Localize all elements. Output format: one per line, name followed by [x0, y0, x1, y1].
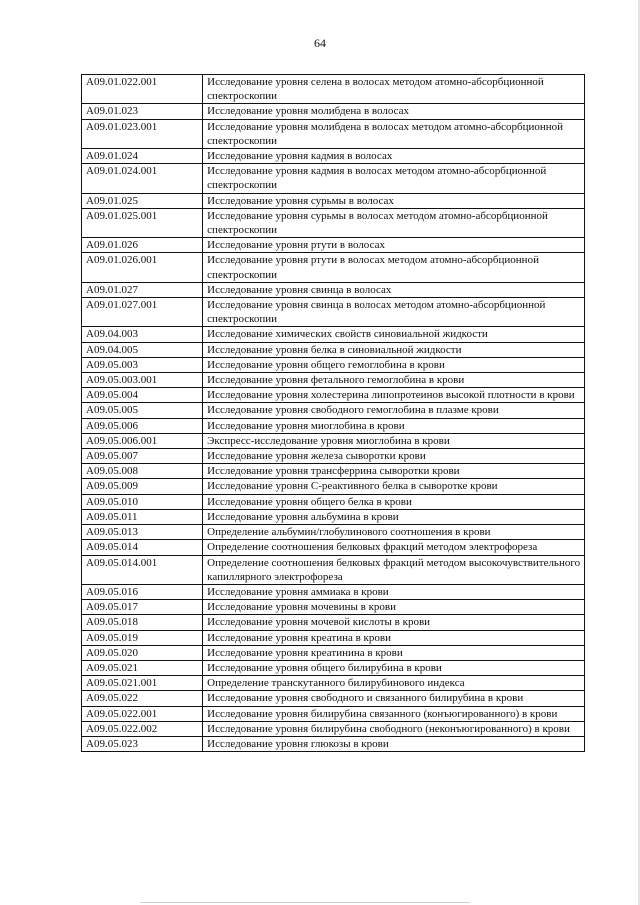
service-name: Исследование уровня креатина в крови [203, 630, 585, 645]
table-row [82, 282, 585, 297]
service-code: A09.05.010 [82, 494, 203, 509]
service-code: A09.05.014.001 [82, 555, 203, 584]
service-name: Исследование уровня свободного гемоглобина в плазме крови [203, 403, 585, 418]
table-row [82, 357, 585, 372]
service-code: A09.05.006.001 [82, 433, 203, 448]
service-name: Определение соотношения белковых фракций методом высокочувствительного капиллярного электрофореза [203, 555, 585, 584]
service-code: A09.05.011 [82, 509, 203, 524]
table-row [82, 253, 585, 282]
table-row [82, 691, 585, 706]
table-row [82, 238, 585, 253]
service-code: A09.05.020 [82, 645, 203, 660]
service-code: A09.05.023 [82, 736, 203, 751]
table-row [82, 75, 585, 104]
service-name: Исследование уровня креатинина в крови [203, 645, 585, 660]
table-row [82, 104, 585, 119]
table-row [82, 418, 585, 433]
scan-bottom-mark [140, 902, 470, 903]
table-row [82, 208, 585, 237]
service-code: A09.01.022.001 [82, 75, 203, 104]
service-name: Исследование уровня молибдена в волосах [203, 104, 585, 119]
service-name: Исследование уровня аммиака в крови [203, 584, 585, 599]
service-code: A09.04.003 [82, 327, 203, 342]
service-name: Определение транскутанного билирубинового индекса [203, 676, 585, 691]
table-row [82, 540, 585, 555]
table-row [82, 706, 585, 721]
table-row [82, 494, 585, 509]
service-code: A09.05.004 [82, 388, 203, 403]
service-name: Исследование уровня билирубина свободного (неконъюгированного) в крови [203, 721, 585, 736]
service-code: A09.01.026 [82, 238, 203, 253]
table-row [82, 433, 585, 448]
service-name: Исследование уровня железа сыворотки крови [203, 449, 585, 464]
service-name: Исследование уровня билирубина связанного (конъюгированного) в крови [203, 706, 585, 721]
service-code: A09.01.024.001 [82, 164, 203, 193]
table-row [82, 388, 585, 403]
service-name: Исследование уровня кадмия в волосах методом атомно-абсорбционной спектроскопии [203, 164, 585, 193]
table-row [82, 119, 585, 148]
service-name: Исследование уровня свинца в волосах [203, 282, 585, 297]
service-name: Исследование уровня фетального гемоглобина в крови [203, 373, 585, 388]
table-row [82, 615, 585, 630]
table-row [82, 645, 585, 660]
table-row [82, 193, 585, 208]
service-name: Исследование уровня ртути в волосах [203, 238, 585, 253]
service-code: A09.01.027 [82, 282, 203, 297]
service-name: Определение соотношения белковых фракций методом электрофореза [203, 540, 585, 555]
table-row [82, 736, 585, 751]
table-row [82, 630, 585, 645]
service-name: Исследование уровня холестерина липопротеинов высокой плотности в крови [203, 388, 585, 403]
table-row [82, 584, 585, 599]
service-name: Исследование уровня свинца в волосах методом атомно-абсорбционной спектроскопии [203, 298, 585, 327]
service-code: A09.05.013 [82, 525, 203, 540]
service-code: A09.05.003 [82, 357, 203, 372]
service-code: A09.05.022 [82, 691, 203, 706]
service-name: Исследование уровня общего билирубина в крови [203, 660, 585, 675]
service-name: Исследование уровня миоглобина в крови [203, 418, 585, 433]
table-row [82, 555, 585, 584]
service-code: A09.01.024 [82, 149, 203, 164]
service-code: A09.05.006 [82, 418, 203, 433]
service-name: Исследование уровня сурьмы в волосах методом атомно-абсорбционной спектроскопии [203, 208, 585, 237]
service-code: A09.01.027.001 [82, 298, 203, 327]
service-name: Исследование уровня ртути в волосах методом атомно-абсорбционной спектроскопии [203, 253, 585, 282]
service-name: Исследование уровня селена в волосах методом атомно-абсорбционной спектроскопии [203, 75, 585, 104]
service-name: Исследование уровня молибдена в волосах методом атомно-абсорбционной спектроскопии [203, 119, 585, 148]
table-row [82, 509, 585, 524]
table-row [82, 342, 585, 357]
service-name: Исследование уровня кадмия в волосах [203, 149, 585, 164]
service-code: A09.01.026.001 [82, 253, 203, 282]
table-row [82, 373, 585, 388]
service-code: A09.05.021 [82, 660, 203, 675]
service-name: Исследование уровня общего гемоглобина в крови [203, 357, 585, 372]
service-code: A09.05.021.001 [82, 676, 203, 691]
service-name: Исследование уровня С-реактивного белка в сыворотке крови [203, 479, 585, 494]
service-code: A09.05.005 [82, 403, 203, 418]
service-name: Экспресс-исследование уровня миоглобина в крови [203, 433, 585, 448]
service-code: A09.05.017 [82, 600, 203, 615]
service-code: A09.01.023.001 [82, 119, 203, 148]
table-row [82, 525, 585, 540]
service-name: Исследование уровня белка в синовиальной жидкости [203, 342, 585, 357]
service-name: Исследование уровня мочевой кислоты в крови [203, 615, 585, 630]
service-code: A09.05.014 [82, 540, 203, 555]
table-row [82, 449, 585, 464]
service-code: A09.05.022.002 [82, 721, 203, 736]
service-code: A09.05.009 [82, 479, 203, 494]
service-name: Исследование уровня трансферрина сыворотки крови [203, 464, 585, 479]
service-name: Исследование уровня глюкозы в крови [203, 736, 585, 751]
page-number: 64 [314, 36, 326, 50]
table-row [82, 676, 585, 691]
service-code: A09.04.005 [82, 342, 203, 357]
service-code: A09.05.019 [82, 630, 203, 645]
service-name: Определение альбумин/глобулинового соотношения в крови [203, 525, 585, 540]
service-name: Исследование уровня альбумина в крови [203, 509, 585, 524]
service-code: A09.05.018 [82, 615, 203, 630]
services-table-body [82, 75, 585, 752]
table-row [82, 403, 585, 418]
service-code: A09.05.008 [82, 464, 203, 479]
table-row [82, 149, 585, 164]
table-row [82, 327, 585, 342]
service-name: Исследование химических свойств синовиальной жидкости [203, 327, 585, 342]
service-code: A09.05.016 [82, 584, 203, 599]
table-row [82, 479, 585, 494]
service-code: A09.01.025 [82, 193, 203, 208]
service-code: A09.05.003.001 [82, 373, 203, 388]
service-code: A09.05.007 [82, 449, 203, 464]
table-row [82, 721, 585, 736]
table-row [82, 600, 585, 615]
table-row [82, 660, 585, 675]
services-table [81, 74, 585, 752]
service-code: A09.01.023 [82, 104, 203, 119]
service-name: Исследование уровня сурьмы в волосах [203, 193, 585, 208]
table-row [82, 164, 585, 193]
service-name: Исследование уровня свободного и связанного билирубина в крови [203, 691, 585, 706]
service-name: Исследование уровня общего белка в крови [203, 494, 585, 509]
table-row [82, 464, 585, 479]
service-code: A09.01.025.001 [82, 208, 203, 237]
service-name: Исследование уровня мочевины в крови [203, 600, 585, 615]
table-row [82, 298, 585, 327]
service-code: A09.05.022.001 [82, 706, 203, 721]
